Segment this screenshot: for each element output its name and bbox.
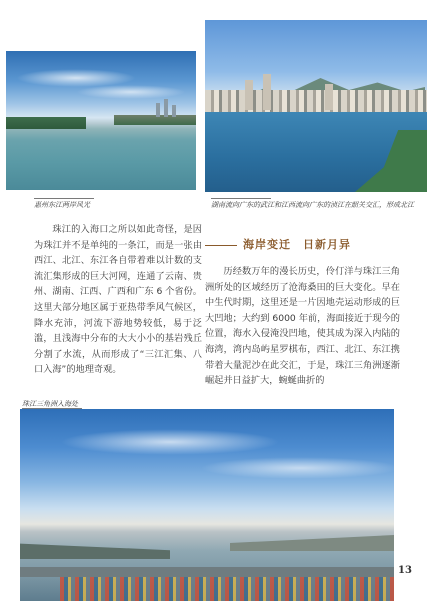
photo-shore-left bbox=[6, 117, 86, 129]
right-paragraph: 历经数万年的漫长历史，伶仃洋与珠江三角洲所处的区域经历了沧海桑田的巨大变化。早在中生代时期，这里还是一片因地壳运动形成的巨大凹地；大约到 6000 年前，海面接近于现今的位置，海水入侵淹没凹地，使其成为深入内陆的海湾，湾内岛屿星罗棋布，西江、北江、东江携带着大量泥沙在此交汇，于是，珠江三角洲逐渐崛起并日益扩大，蜿蜒曲折的 bbox=[205, 266, 400, 387]
caption-rule bbox=[211, 198, 271, 199]
photo-building bbox=[172, 105, 176, 117]
photo-cloud bbox=[76, 85, 186, 99]
photo-cloud bbox=[200, 457, 394, 479]
heading-rule bbox=[205, 245, 237, 246]
photo-shore-right bbox=[114, 115, 196, 125]
left-paragraph: 珠江的入海口之所以如此奇怪，是因为珠江并不是单纯的一条江，而是一张由西江、北江、东江各自带着难以计数的支流汇集形成的巨大河网，连通了云南、贵州、湖南、江西、广西和广东 6 个省份。这里大部分地区属于亚热带季风气候区，降水充沛，河流下游地势较低，易于泛滥，且浅海中分布的大大小小的基岩残丘分割了水流，从而形成了“三江汇集、八口入海”的地理奇观。 bbox=[34, 224, 202, 376]
photo-shaoguan-confluence bbox=[205, 20, 427, 192]
photo-cloud bbox=[60, 429, 280, 455]
photo-building bbox=[325, 84, 333, 110]
section-heading-text: 海岸变迁 日新月异 bbox=[243, 238, 351, 251]
photo-prd-estuary bbox=[20, 409, 394, 601]
photo-building bbox=[156, 103, 160, 117]
caption-rule bbox=[34, 198, 94, 199]
caption-photo1: 惠州东江两岸风光 bbox=[34, 201, 90, 209]
photo-city bbox=[205, 90, 427, 112]
photo-land-right bbox=[230, 531, 394, 551]
caption-photo3: 珠江三角洲入海处 bbox=[22, 400, 78, 408]
photo-building bbox=[164, 99, 168, 117]
photo-building bbox=[245, 80, 253, 110]
photo-land-left bbox=[20, 537, 170, 559]
section-heading bbox=[205, 236, 395, 252]
photo-container-port bbox=[60, 577, 394, 601]
caption-photo2: 湖南流向广东的武江和江西流向广东的浈江在韶关交汇，形成北江 bbox=[211, 201, 414, 209]
page-number: 13 bbox=[398, 565, 412, 576]
photo-quay bbox=[20, 567, 394, 577]
photo-building bbox=[263, 74, 271, 110]
photo-huizhou-dongjiang bbox=[6, 51, 196, 190]
